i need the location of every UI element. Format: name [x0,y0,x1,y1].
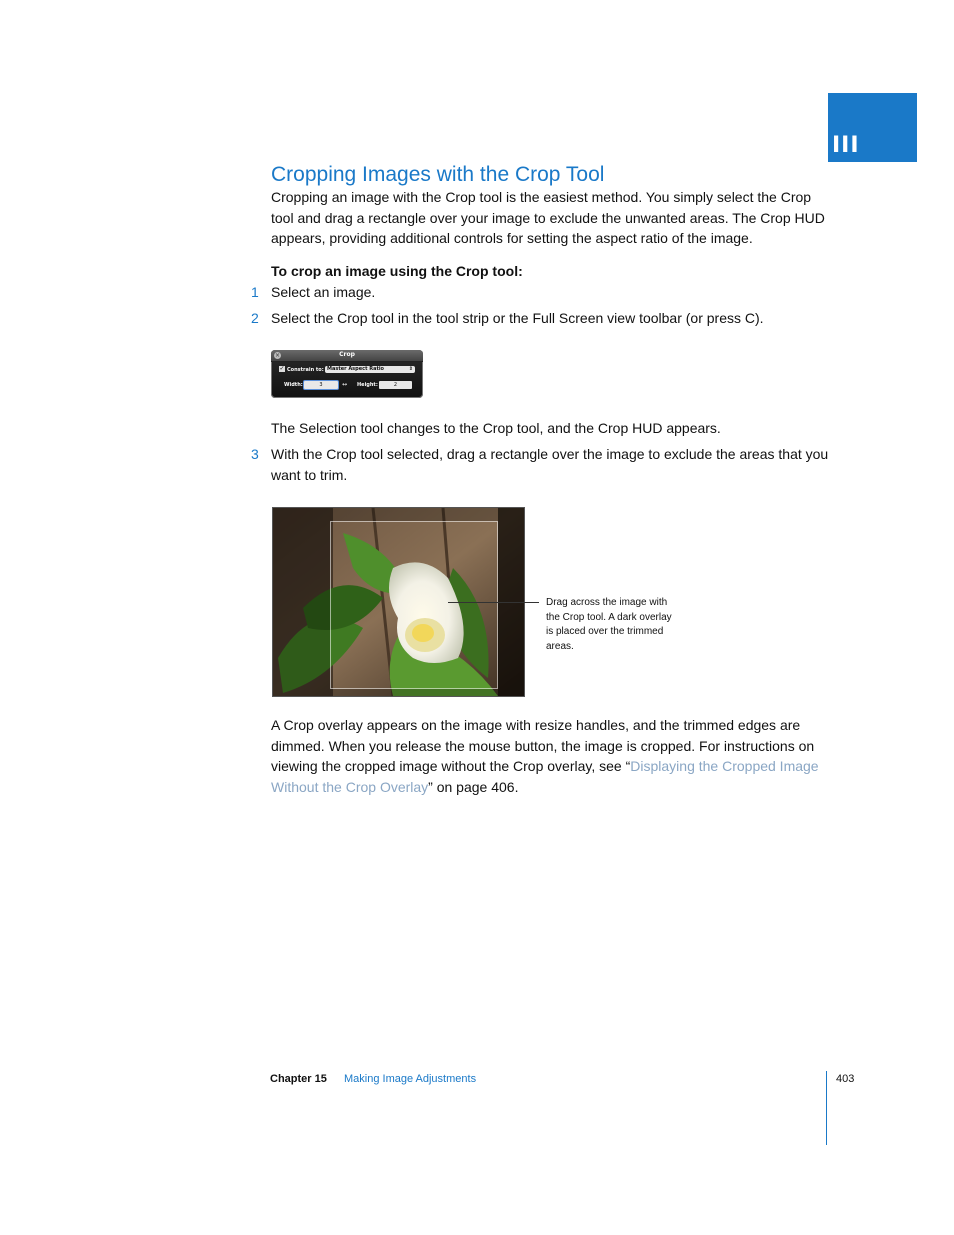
part-tab [828,93,917,162]
constrain-select[interactable] [325,366,415,373]
step-3-text: With the Crop tool selected, drag a rectangle over the image to exclude the areas that you want to trim. [271,446,829,483]
width-label: Width: [284,382,303,388]
step-1-text: Select an image. [271,284,376,300]
footer-chapter: Chapter 15 [270,1073,327,1085]
step-3-number: 3 [251,446,259,462]
closing-text-before: A Crop overlay appears on the image with resize handles, and the trimmed edges are dimmed. When you release the mouse button, the image is cropped. For instructions on viewing the cropped image without the Crop overlay, see “ [271,717,815,774]
footer-chapter-title[interactable]: Making Image Adjustments [344,1073,477,1085]
step-2-text: Select the Crop tool in the tool strip or the Full Screen view toolbar (or press C). [271,310,764,326]
constrain-select-value: Master Aspect Ratio [327,366,384,372]
page-number: 403 [836,1073,855,1085]
height-label: Height: [357,382,378,388]
height-field[interactable]: 2 [379,381,412,389]
callout-leader-line [448,602,539,603]
section-title: Cropping Images with the Crop Tool [271,163,605,186]
crop-hud [271,350,423,398]
closing-paragraph [271,715,831,797]
after-hud-paragraph: The Selection tool changes to the Crop tool, and the Crop HUD appears. [271,420,721,436]
width-field[interactable]: 3 [304,381,338,389]
close-icon[interactable]: × [274,352,281,359]
step-1-number: 1 [251,284,259,300]
chevron-updown-icon: ⇕ [408,366,413,372]
hud-title: Crop [339,351,355,358]
crop-selection-rectangle[interactable] [330,521,498,689]
intro-paragraph: Cropping an image with the Crop tool is the easiest method. You simply select the Crop tool and drag a rectangle over your image to exclude the unwanted areas. The Crop HUD appears, providing additional controls for setting the aspect ratio of the image. [271,189,825,246]
step-2-number: 2 [251,310,259,326]
cross-reference-link[interactable]: Displaying the Cropped Image Without the Crop Overlay [271,758,819,795]
figure-callout: Drag across the image with the Crop tool. A dark overlay is placed over the trimmed areas. [546,597,672,652]
swap-icon[interactable]: ↔ [342,381,348,388]
footer-divider [826,1071,827,1145]
closing-text-after: ” on page 406. [428,778,519,795]
hud-titlebar [271,350,423,362]
part-tab-label: III [832,133,860,158]
constrain-label: Constrain to: [287,367,324,373]
constrain-checkbox[interactable]: ✓ [279,365,285,372]
procedure-heading: To crop an image using the Crop tool: [271,263,523,279]
